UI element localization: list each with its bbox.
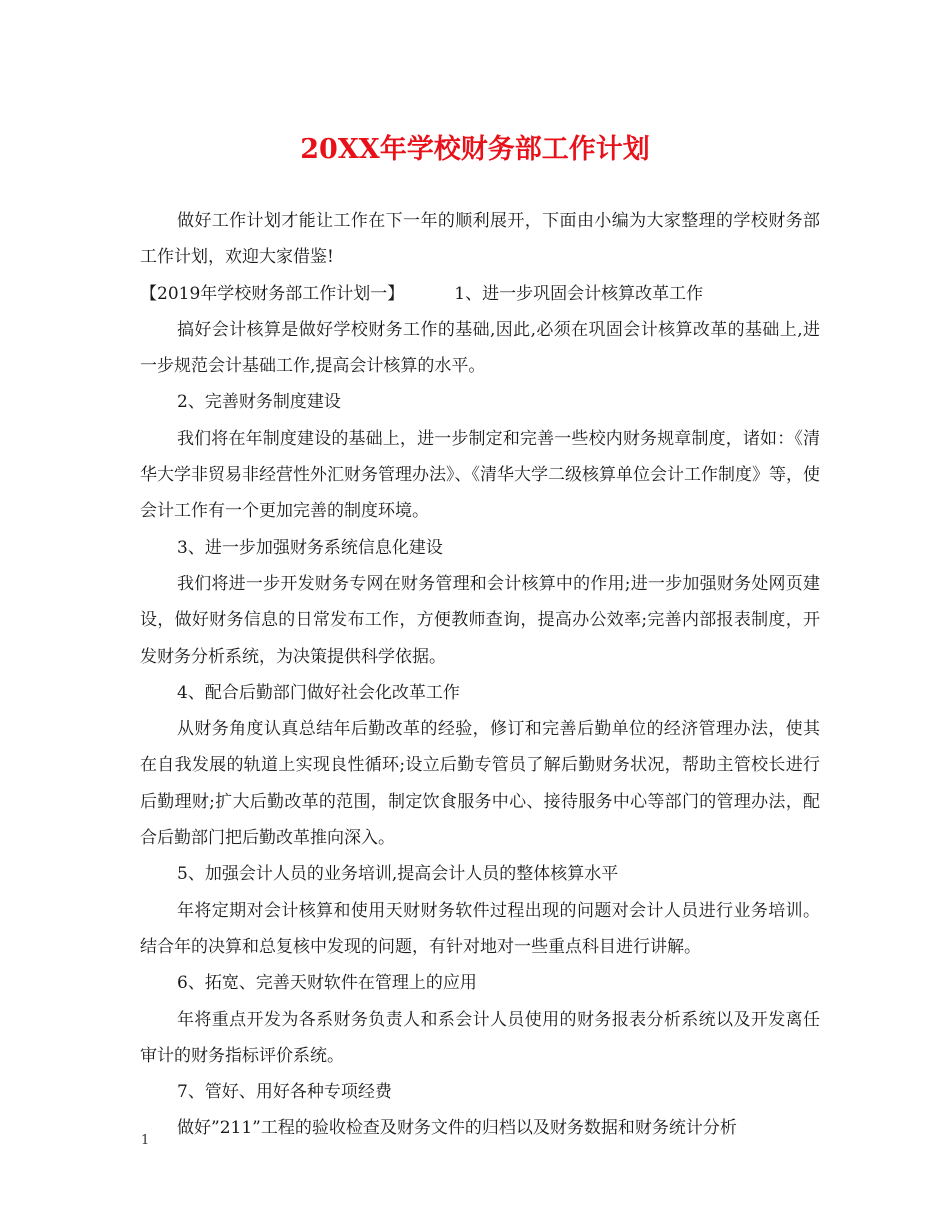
item-heading-1: 1、进一步巩固会计核算改革工作 [454, 283, 704, 304]
item-text-4: 从财务角度认真总结年后勤改革的经验，修订和完善后勤单位的经济管理办法，使其在自我发展的轨道上实现良性循环;设立后勤专管员了解后勤财务状况，帮助主管校长进行后勤理财;扩大后勤改革的范围，制定饮食服务中心、接待服务中心等部门的管理办法，配合后勤部门把后勤改革推向深入。 [140, 719, 820, 849]
item-text-5: 年将定期对会计核算和使用天财财务软件过程出现的问题对会计人员进行业务培训。结合年的决算和总复核中发现的问题，有针对地对一些重点科目进行讲解。 [140, 900, 820, 957]
section-header-line [140, 276, 820, 312]
item-text-2: 我们将在年制度建设的基础上，进一步制定和完善一些校内财务规章制度，诸如：《清华大学非贸易非经营性外汇财务管理办法》、《清华大学二级核算单位会计工作制度》等，使会计工作有一个更加完善的制度环境。 [140, 428, 820, 522]
document-title: 20XX年学校财务部工作计划 [300, 134, 650, 165]
item-heading-6: 6、拓宽、完善天财软件在管理上的应用 [177, 973, 477, 994]
document-body [140, 203, 820, 1147]
item-text-7: 做好”211”工程的验收检查及财务文件的归档以及财务数据和财务统计分析 [177, 1118, 737, 1139]
item-heading-4: 4、配合后勤部门做好社会化改革工作 [177, 682, 460, 703]
item-heading-7: 7、管好、用好各种专项经费 [177, 1082, 392, 1103]
item-text-6: 年将重点开发为各系财务负责人和系会计人员使用的财务报表分析系统以及开发离任审计的财务指标评价系统。 [140, 1009, 820, 1066]
intro-paragraph: 做好工作计划才能让工作在下一年的顺利展开，下面由小编为大家整理的学校财务部工作计划，欢迎大家借鉴! [140, 211, 820, 268]
item-heading-2: 2、完善财务制度建设 [177, 392, 341, 413]
page-number: 1 [141, 1133, 150, 1148]
item-text-1: 搞好会计核算是做好学校财务工作的基础,因此,必须在巩固会计核算改革的基础上,进一步规范会计基础工作,提高会计核算的水平。 [140, 319, 820, 377]
item-text-3: 我们将进一步开发财务专网在财务管理和会计核算中的作用;进一步加强财务处网页建设，做好财务信息的日常发布工作，方便教师查询，提高办公效率;完善内部报表制度，开发财务分析系统，为决策提供科学依据。 [140, 573, 820, 667]
section-header: 【2019年学校财务部工作计划一】 [140, 283, 405, 304]
item-heading-5: 5、加强会计人员的业务培训,提高会计人员的整体核算水平 [177, 864, 619, 885]
item-heading-3: 3、进一步加强财务系统信息化建设 [177, 537, 443, 558]
